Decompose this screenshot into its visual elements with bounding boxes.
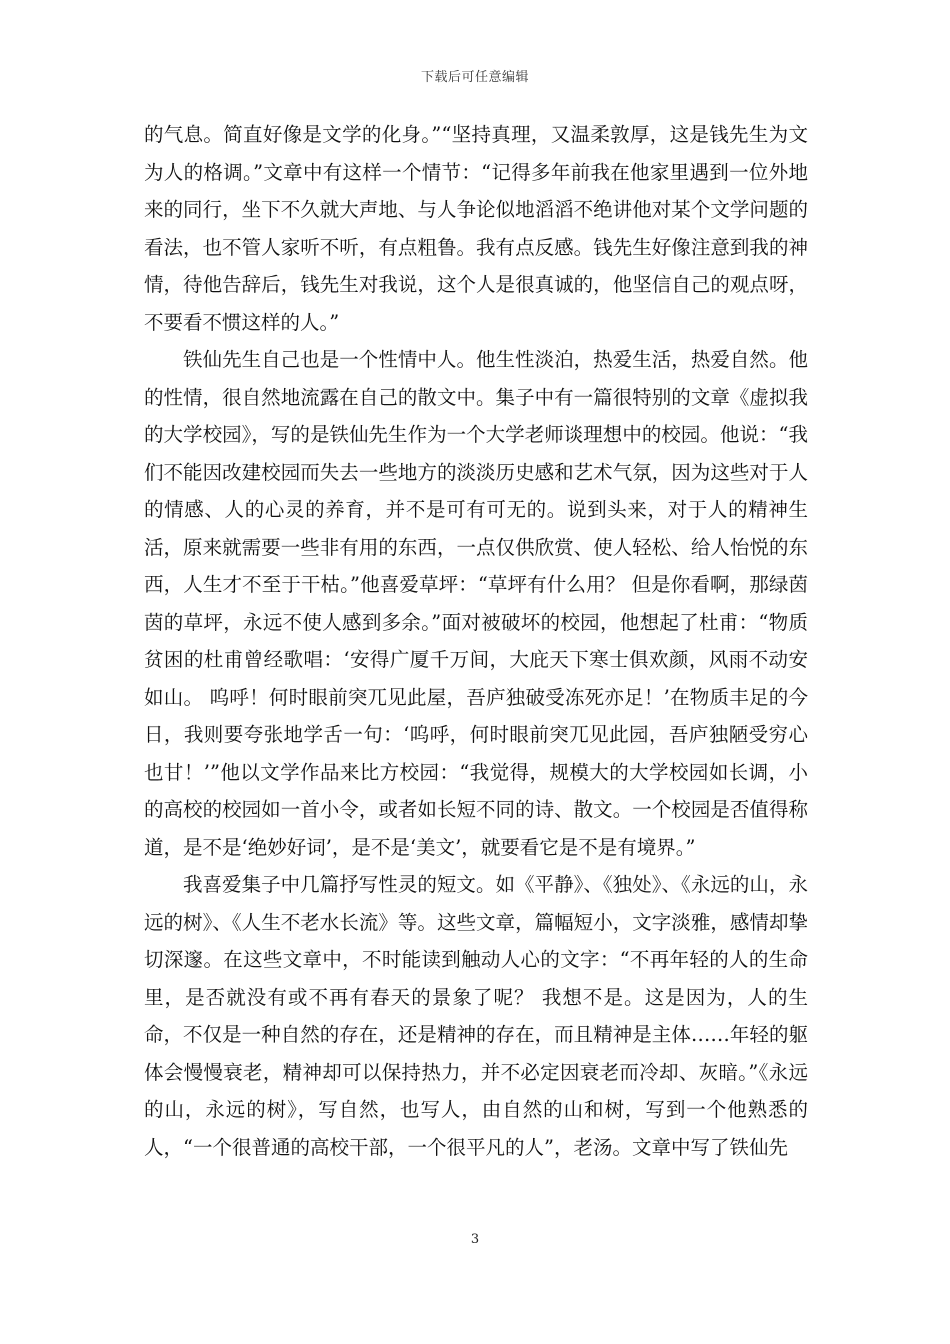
paragraph-2: 铁仙先生自己也是一个性情中人。他生性淡泊，热爱生活，热爱自然。他的性情，很自然地流露在自己的散文中。集子中有一篇很特别的文章《虚拟我的大学校园》，写的是铁仙先生作为一个大学老师谈理想中的校园。他说：“我们不能因改建校园而失去一些地方的淡淡历史感和艺术气氛，因为这些对于人的情感、人的心灵的养育，并不是可有可无的。说到头来，对于人的精神生活，原来就需要一些非有用的东西，一点仅供欣赏、使人轻松、给人怡悦的东西，人生才不至于干枯。”他喜爱草坪：“草坪有什么用？ 但是你看啊，那绿茵茵的草坪，永远不使人感到多余。”面对被破坏的校园，他想起了杜甫：“物质贫困的杜甫曾经歌唱：‘安得广厦千万间，大庇天下寒士俱欢颜，风雨不动安如山。 呜呼！何时眼前突兀见此屋，吾庐独破受冻死亦足！’在物质丰足的今日，我则要夸张地学舌一句：‘呜呼，何时眼前突兀见此园，吾庐独陋受穷心也甘！’”他以文学作品来比方校园：“我觉得，规模大的大学校园如长调，小的高校的校园如一首小令，或者如长短不同的诗、散文。一个校园是否值得称道，是不是‘绝妙好词’，是不是‘美文’，就要看它是不是有境界。” xyxy=(144,348,808,859)
paragraph-3: 我喜爱集子中几篇抒写性灵的短文。如《平静》、《独处》、《永远的山，永远的树》、《人生不老水长流》等。这些文章，篇幅短小，文字淡雅，感情却挚切深邃。在这些文章中，不时能读到触动人心的文字：“不再年轻的人的生命里，是否就没有或不再有春天的景象了呢？ 我想不是。这是因为，人的生命，不仅是一种自然的存在，还是精神的存在，而且精神是主体……年轻的躯体会慢慢衰老，精神却可以保持热力，并不必定因衰老而冷却、灰暗。”《永远的山，永远的树》，写自然，也写人，由自然的山和树，写到一个他熟悉的人，“一个很普通的高校干部，一个很平凡的人”，老汤。文章中写了铁仙先 xyxy=(144,873,808,1159)
page-body xyxy=(144,116,808,1166)
page-number: 3 xyxy=(470,1232,480,1247)
page-header: 下载后可任意编辑 xyxy=(420,70,529,85)
paragraph-1: 的气息。简直好像是文学的化身。”“坚持真理，又温柔敦厚，这是钱先生为文为人的格调。”文章中有这样一个情节：“记得多年前我在他家里遇到一位外地来的同行，坐下不久就大声地、与人争论似地滔滔不绝讲他对某个文学问题的看法，也不管人家听不听，有点粗鲁。我有点反感。钱先生好像注意到我的神情，待他告辞后，钱先生对我说，这个人是很真诚的，他坚信自己的观点呀，不要看不惯这样的人。” xyxy=(144,123,808,334)
